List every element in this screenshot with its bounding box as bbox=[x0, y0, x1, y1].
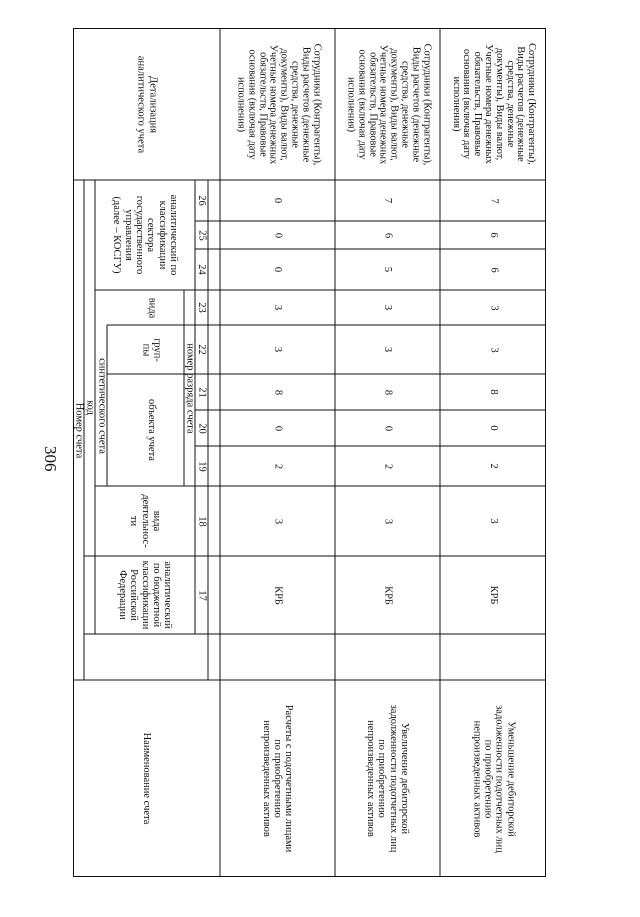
row-digit: 3 bbox=[272, 304, 284, 311]
row-detail: Сотрудники (Контрагенты), Виды расчетов (денежные средства, денежные документы), Виды валют, Учетные номера денежных обязательств, Правовые основания (включая дату исполнения) bbox=[345, 43, 432, 165]
digit-number: 25 bbox=[196, 229, 208, 241]
row-digit: 8 bbox=[272, 389, 284, 395]
digit-number: 24 bbox=[196, 264, 208, 275]
row-digit: 0 bbox=[272, 425, 284, 431]
row-detail: Сотрудники (Контрагенты), Виды расчетов (денежные средства, денежные документы), Виды валют, Учетные номера денежных обязательств, Правовые основания (включая дату исполнения) bbox=[450, 43, 538, 165]
row-digit: 3 bbox=[382, 346, 394, 353]
row-name: Увеличение дебиторской задолженности подотчетных лиц по приобретению непроизведенных активов bbox=[365, 704, 411, 853]
row-digit: 2 bbox=[382, 463, 394, 469]
row-digit: 7 bbox=[382, 197, 394, 204]
row-budget: КРБ bbox=[272, 585, 284, 605]
row-digit: 8 bbox=[382, 389, 394, 395]
row-digit: 3 bbox=[382, 304, 394, 311]
header-object: объекта учета bbox=[145, 399, 157, 461]
header-synthetic: синтетического счета bbox=[95, 357, 107, 454]
digit-number: 26 bbox=[196, 195, 208, 206]
row-digit: 3 bbox=[272, 518, 284, 524]
row-digit: 6 bbox=[487, 266, 499, 273]
row-budget: КРБ bbox=[487, 585, 499, 605]
header-detail: Детализация аналитического учета bbox=[135, 55, 158, 153]
row-digit: 6 bbox=[487, 232, 499, 238]
row-digit: 2 bbox=[487, 463, 499, 469]
row-name: Расчеты с подотчетными лицами по приобретению непроизведенных активов bbox=[260, 704, 295, 853]
digit-number: 18 bbox=[196, 515, 208, 527]
digit-number: 17 bbox=[196, 589, 208, 601]
header-analytic-kosgu: аналитический по классификации сектора государственного управления (далее – КОСГУ) bbox=[111, 194, 179, 276]
header-activity-kind: вида деятельнос- ти bbox=[128, 494, 162, 548]
row-digit: 0 bbox=[272, 232, 284, 238]
row-digit: 0 bbox=[272, 197, 284, 204]
digit-number: 23 bbox=[196, 302, 208, 313]
digit-number: 19 bbox=[196, 460, 208, 472]
row-digit: 5 bbox=[382, 266, 394, 273]
digit-number: 20 bbox=[196, 422, 208, 434]
header-account-number: Номер счета bbox=[73, 402, 85, 458]
row-digit: 3 bbox=[272, 346, 284, 353]
header-group: груп- пы bbox=[140, 337, 163, 362]
row-digit: 6 bbox=[382, 232, 394, 238]
row-digit: 0 bbox=[272, 266, 284, 273]
header-kind: вида bbox=[145, 297, 157, 318]
row-digit: 8 bbox=[487, 389, 499, 395]
row-detail: Сотрудники (Контрагенты), Виды расчетов (денежные средства, денежные документы), Виды валют, Учетные номера денежных обязательств, Правовые основания (включая дату исполнения) bbox=[235, 43, 322, 165]
row-digit: 7 bbox=[487, 197, 499, 204]
row-digit: 0 bbox=[487, 425, 499, 431]
header-digit-row: номер разряда счета bbox=[184, 342, 196, 434]
row-digit: 3 bbox=[487, 304, 499, 311]
row-name: Уменьшение дебиторской задолженности подотчетных лиц по приобретению непроизведенных активов bbox=[470, 704, 516, 853]
digit-number: 22 bbox=[196, 344, 208, 355]
digit-number: 21 bbox=[196, 386, 208, 398]
header-code: код bbox=[84, 399, 96, 415]
header-analytic-budget: аналитический по бюджетной классификации Российской Федерации bbox=[117, 560, 174, 630]
header-name: Наименование счета bbox=[141, 732, 153, 825]
row-digit: 2 bbox=[272, 463, 284, 469]
row-digit: 3 bbox=[487, 518, 499, 524]
row-digit: 3 bbox=[382, 518, 394, 524]
row-digit: 3 bbox=[487, 346, 499, 353]
row-budget: КРБ bbox=[382, 585, 394, 605]
account-table bbox=[73, 28, 546, 877]
page-number: 306 bbox=[41, 446, 60, 472]
row-digit: 0 bbox=[382, 425, 394, 431]
